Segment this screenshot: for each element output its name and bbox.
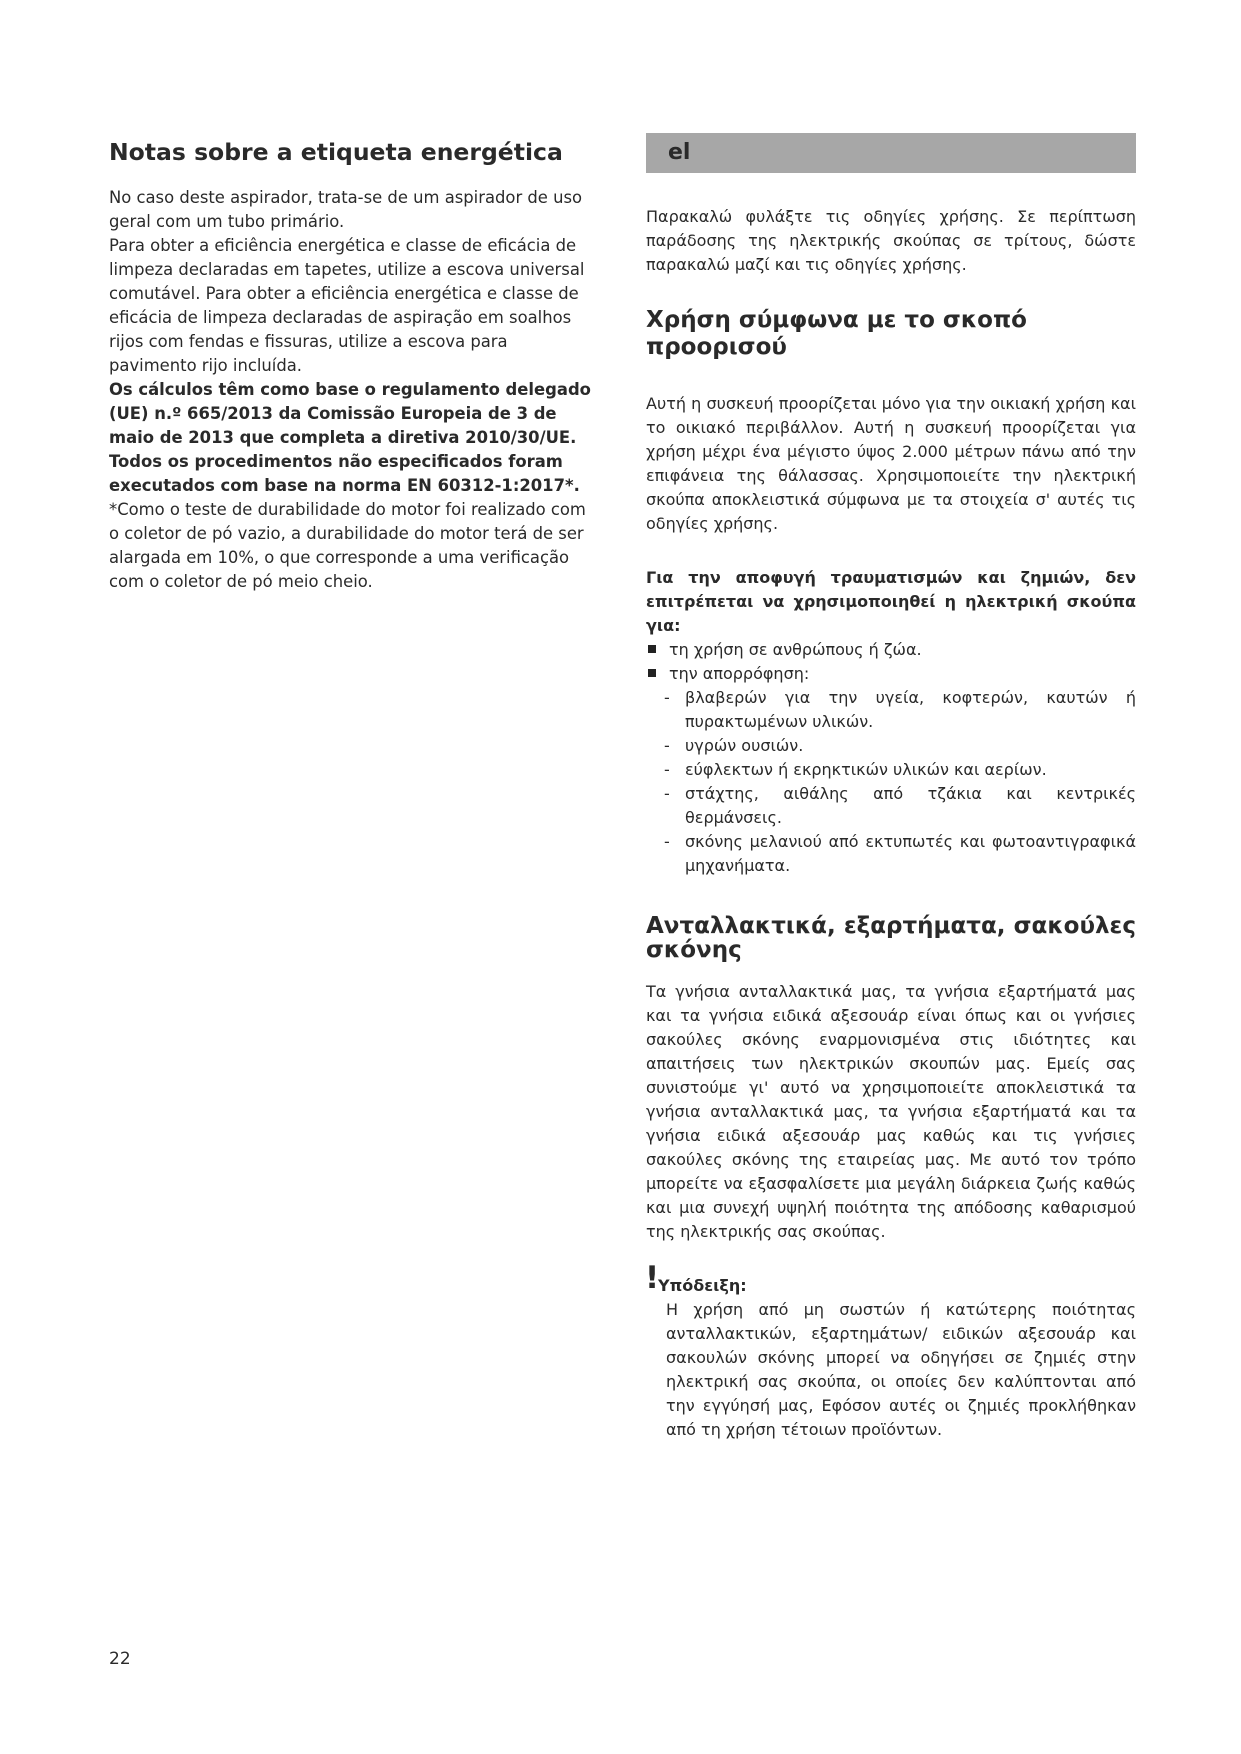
absorption-sublist <box>646 686 1136 878</box>
list-item: τη χρήση σε ανθρώπους ή ζώα. <box>646 638 1136 662</box>
note-box <box>645 1260 1136 1442</box>
energy-label-heading: Notas sobre a etiqueta energética <box>109 138 563 166</box>
footnote-paragraph: *Como o teste de durabilidade do motor foi realizado com o coletor de pó vazio, a durabilidade do motor terá de ser alargada em 10%, o que corresponde a uma verificação com o coletor de pó meio cheio. <box>109 500 586 591</box>
intended-use-paragraph: Αυτή η συσκευή προορίζεται μόνο για την οικιακή χρήση και το οικιακό περιβάλλον. Αυτή η συσκευή προορίζεται για χρήση μέχρι ένα μέγιστο ύψος 2.000 μέτρων πάνω από την επιφάνεια της θάλασσας. Χρησιμοποιείτε την ηλεκτρική σκούπα αποκλειστικά σύμφωνα με τα στοιχεία σ' αυτές τις οδηγίες χρήσης. <box>646 394 1136 533</box>
list-item: - στάχτης, αιθάλης από τζάκια και κεντρικές θερμάνσεις. <box>664 782 1136 830</box>
warning-list <box>646 638 1136 686</box>
intended-use-heading: Χρήση σύμφωνα με το σκοπό προορισού <box>646 307 1027 360</box>
list-item: - εύφλεκτων ή εκρηκτικών υλικών και αερίων. <box>664 758 1136 782</box>
warning-intro: Για την αποφυγή τραυματισμών και ζημιών, δεν επιτρέπεται να χρησιμοποιηθεί η ηλεκτρική σκούπα για: <box>646 568 1136 635</box>
list-item: - σκόνης μελανιού από εκτυπωτές και φωτοαντιγραφικά μηχανήματα. <box>664 830 1136 878</box>
regulation-paragraph: Os cálculos têm como base o regulamento delegado (UE) n.º 665/2013 da Comissão Europeia de 3 de maio de 2013 que completa a diretiva 2010/30/UE. Todos os procedimentos não especificados foram executados com base na norma EN 60312-1:2017*. <box>109 380 591 495</box>
language-code: el <box>668 140 691 165</box>
spare-parts-paragraph: Τα γνήσια ανταλλακτικά μας, τα γνήσια εξαρτήματά μας και τα γνήσια ειδικά αξεσουάρ είναι όπως και οι γνήσιες σακούλες σκόνης εναρμονισμένα στις ιδιότητες και απαιτήσεις των ηλεκτρικών σκουπών μας. Εμείς σας συνιστούμε γι' αυτό να χρησιμοποιείτε αποκλειστικά τα γνήσια ανταλλακτικά μας, τα γνήσια εξαρτήματά και τα γνήσια ειδικά αξεσουάρ μας καθώς και τις γνήσιες σακούλες σκόνης της εταιρείας μας. Με αυτό τον τρόπο μπορείτε να εξασφαλίσετε μια μεγάλη διάρκεια ζωής καθώς και μια συνεχή υψηλή ποιότητα της απόδοσης καθαρισμού της ηλεκτρικής σας σκούπας. <box>646 982 1136 1241</box>
note-text: Η χρήση από μη σωστών ή κατώτερης ποιότητας ανταλλακτικών, εξαρτημάτων/ ειδικών αξεσουάρ και σακουλών σκόνης μπορεί να οδηγήσει σε ζημιές στην ηλεκτρική σας σκούπα, οι οποίες δεν καλύπτονται από την εγγύησή μας, Εφόσον αυτές οι ζημιές προκλήθηκαν από τη χρήση τέτοιων προϊόντων. <box>666 1300 1136 1439</box>
language-band <box>646 133 1136 173</box>
right-column <box>646 133 1136 1442</box>
exclamation-icon: ! <box>645 1260 660 1296</box>
list-item: την απορρόφηση: <box>646 662 1136 686</box>
page-number: 22 <box>109 1649 131 1669</box>
list-item: - υγρών ουσιών. <box>664 734 1136 758</box>
intro-paragraph: Παρακαλώ φυλάξτε τις οδηγίες χρήσης. Σε περίπτωση παράδοσης της ηλεκτρικής σκούπας σε τρίτους, δώστε παρακαλώ μαζί και τις οδηγίες χρήσης. <box>646 207 1136 274</box>
efficiency-paragraph: Para obter a eficiência energética e classe de eficácia de limpeza declaradas em tapetes, utilize a escova universal comutável. Para obter a eficiência energética e classe de eficácia de limpeza declaradas de aspiração em soalhos rijos com fendas e fissuras, utilize a escova para pavimento rijo incluída. <box>109 236 585 375</box>
spare-parts-heading: Ανταλλακτικά, εξαρτήματα, σακούλες σκόνης <box>646 913 1136 963</box>
note-title <box>645 1260 1136 1298</box>
note-title-text: Υπόδειξη: <box>658 1276 747 1295</box>
list-item: - βλαβερών για την υγεία, κοφτερών, καυτών ή πυρακτωμένων υλικών. <box>664 686 1136 734</box>
left-column <box>109 138 592 594</box>
vacuum-type-paragraph: No caso deste aspirador, trata-se de um aspirador de uso geral com um tubo primário. <box>109 188 583 231</box>
